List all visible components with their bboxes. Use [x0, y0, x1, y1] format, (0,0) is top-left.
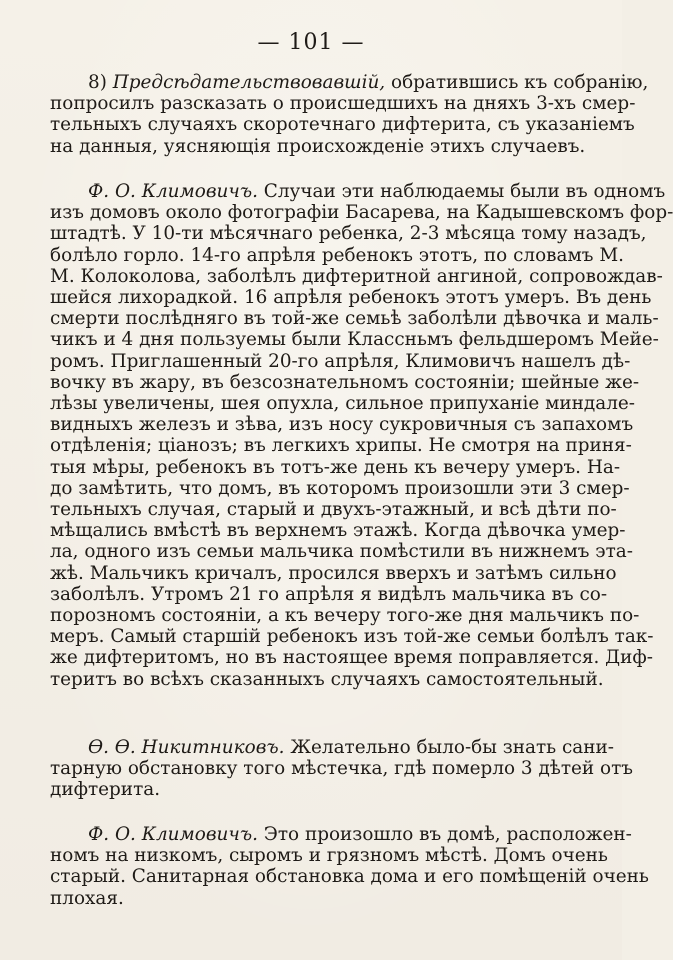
- paragraph-nikitnikov-question: [50, 737, 633, 801]
- text-line: [50, 499, 617, 521]
- text-line: [50, 583, 608, 605]
- text-run: смерти послѣдняго въ той-же семьѣ заболѣли дѣвочка и маль-: [50, 308, 659, 330]
- text-line: [50, 223, 647, 245]
- text-run: лѣзы увеличены, шея опухла, сильное припуханіе миндале-: [50, 393, 635, 415]
- text-line: [50, 758, 633, 780]
- paragraph-klimovich-answer: [50, 824, 649, 909]
- text-run: до замѣтить, что домъ, въ которомъ произошли эти 3 смер-: [50, 477, 630, 499]
- text-line: [50, 136, 590, 157]
- paragraph-klimovich-report: [50, 181, 673, 690]
- text-run: жѣ. Мальчикъ кричалъ, просился вверхъ и затѣмъ сильно: [50, 562, 617, 584]
- text-run: ла, одного изъ семьи мальчика помѣстили въ нижнемъ эта-: [50, 541, 633, 563]
- text-run: видныхъ железъ и зѣва, изъ носу сукровичныя съ запахомъ: [50, 414, 634, 436]
- speaker-name: Ф. О. Климовичъ.: [88, 181, 258, 202]
- text-run: обратившись къ собранію,: [385, 72, 649, 93]
- text-line: [50, 605, 640, 627]
- text-run: ромъ. Приглашенный 20-го апрѣля, Климовичъ нашелъ дѣ-: [50, 350, 631, 372]
- text-run: отдѣленія; ціанозъ; въ легкихъ хрипы. Не смотря на приня-: [50, 435, 632, 457]
- text-run: плохая.: [50, 887, 124, 909]
- text-line: [50, 114, 635, 136]
- text-run: штадтѣ. У 10-ти мѣсячнаго ребенка, 2-3 мѣсяца тому назадъ,: [50, 223, 647, 245]
- text-line: [50, 647, 654, 669]
- speaker-name: Предсѣдательствовавшій,: [112, 72, 386, 93]
- text-run: Случаи эти наблюдаемы были въ одномъ: [257, 181, 666, 202]
- text-line: [50, 541, 633, 563]
- speaker-name: Ѳ. Ѳ. Никитниковъ.: [88, 737, 285, 758]
- text-line: [50, 93, 636, 115]
- text-line: [50, 824, 632, 845]
- text-run: дифтерита.: [50, 779, 161, 801]
- text-run: тельныхъ случаяхъ скоротечнаго дифтерита, съ указаніемъ: [50, 114, 635, 136]
- text-run: чикъ и 4 дня пользуемы были Классньмъ фельдшеромъ Мейе-: [50, 329, 659, 351]
- text-line: [50, 435, 632, 457]
- text-line: [50, 866, 649, 888]
- text-line: [50, 393, 635, 415]
- text-run: тыя мѣры, ребенокъ въ тотъ-же день къ вечеру умеръ. На-: [50, 456, 621, 478]
- text-run: старый. Санитарная обстановка дома и его помѣщеній очень: [50, 866, 649, 888]
- text-run: номъ на низкомъ, сыромъ и грязномъ мѣстѣ. Домъ очень: [50, 845, 608, 867]
- text-line: [50, 72, 649, 93]
- text-run: вочку въ жару, въ безсознательномъ состояніи; шейные же-: [50, 371, 640, 393]
- text-run: шейся лихорадкой. 16 апрѣля ребенокъ этотъ умеръ. Въ день: [50, 287, 652, 309]
- text-line: [50, 668, 604, 690]
- text-line: [50, 371, 640, 393]
- text-line: [50, 244, 624, 266]
- text-run: меръ. Самый старшій ребенокъ изъ той-же семьи болѣлъ так-: [50, 626, 654, 648]
- text-line: [50, 329, 659, 351]
- text-run: 8): [88, 72, 113, 93]
- text-line: [50, 456, 621, 478]
- text-line: [50, 779, 590, 800]
- text-run: на данныя, уясняющія происхожденіе этихъ случаевъ.: [50, 135, 586, 157]
- text-line: [50, 202, 673, 224]
- text-run: теритъ во всѣхъ сказанныхъ случаяхъ самостоятельный.: [50, 668, 604, 690]
- text-line: [50, 265, 663, 287]
- text-line: [50, 308, 659, 330]
- text-line: [50, 888, 590, 909]
- text-run: М. Колоколова, заболѣлъ дифтеритной ангиной, сопровождав-: [50, 265, 663, 287]
- text-line: [50, 181, 666, 202]
- text-run: изъ домовъ около фотографіи Басарева, на Кадышевскомъ фор-: [50, 202, 673, 224]
- text-line: [50, 414, 634, 436]
- text-line: [50, 737, 614, 758]
- text-run: заболѣлъ. Утромъ 21 го апрѣля я видѣлъ мальчика въ со-: [50, 583, 608, 605]
- text-run: Желательно было-бы знать сани-: [284, 737, 614, 758]
- paragraph-chair-request: [50, 72, 649, 157]
- text-run: мѣщались вмѣстѣ въ верхнемъ этажѣ. Когда дѣвочка умер-: [50, 520, 626, 542]
- speaker-name: Ф. О. Климовичъ.: [88, 824, 258, 845]
- text-line: [50, 520, 626, 542]
- text-line: [50, 350, 631, 372]
- text-run: тельныхъ случая, старый и двухъ-этажный, и всѣ дѣти по-: [50, 499, 617, 521]
- text-line: [50, 845, 608, 867]
- page-number: — 101 —: [257, 30, 365, 55]
- text-run: попросилъ разсказать о происшедшихъ на дняхъ 3-хъ смер-: [50, 93, 636, 115]
- text-run: тарную обстановку того мѣстечка, гдѣ померло 3 дѣтей отъ: [50, 758, 633, 780]
- text-line: [50, 287, 652, 309]
- text-line: [50, 626, 654, 648]
- text-run: же дифтеритомъ, но въ настоящее время поправляется. Диф-: [50, 647, 654, 669]
- text-run: Это произошло въ домѣ, расположен-: [257, 824, 632, 845]
- text-run: болѣло горло. 14-го апрѣля ребенокъ этотъ, по словамъ М.: [50, 244, 624, 266]
- text-line: [50, 562, 617, 584]
- text-run: порозномъ состояніи, а къ вечеру того-же дня мальчикъ по-: [50, 605, 640, 627]
- text-line: [50, 477, 630, 499]
